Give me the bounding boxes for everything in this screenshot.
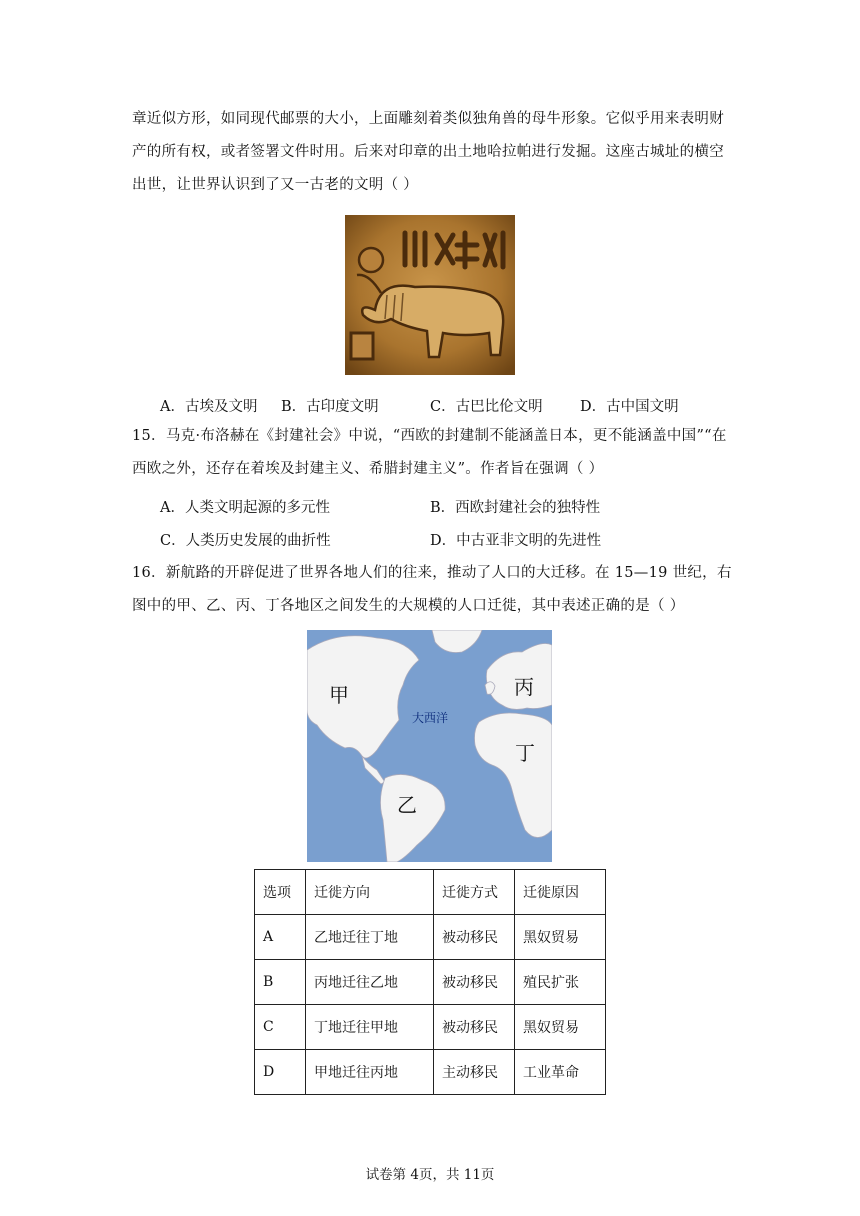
q16-stem bbox=[132, 557, 732, 623]
q15-stem bbox=[132, 420, 732, 486]
map-label-jia: 甲 bbox=[329, 683, 349, 707]
table-row bbox=[255, 1005, 606, 1050]
cell-reason: 黑奴贸易 bbox=[515, 1005, 606, 1050]
cell-reason: 黑奴贸易 bbox=[515, 915, 606, 960]
map-label-ding: 丁 bbox=[515, 741, 535, 765]
cell-option: B bbox=[255, 960, 306, 1005]
table-header-row bbox=[255, 870, 606, 915]
cell-method: 被动移民 bbox=[434, 915, 515, 960]
q14-option-b: B．古印度文明 bbox=[281, 399, 379, 415]
cell-direction: 丁地迁往甲地 bbox=[306, 1005, 434, 1050]
table-row bbox=[255, 1050, 606, 1095]
q14-option-d: D．古中国文明 bbox=[580, 399, 679, 415]
header-direction: 迁徙方向 bbox=[306, 870, 434, 915]
q15-line-1: 15．马克·布洛赫在《封建社会》中说，“西欧的封建制不能涵盖日本，更不能涵盖中国”“在 bbox=[132, 428, 727, 444]
cell-method: 主动移民 bbox=[434, 1050, 515, 1095]
q14-option-c: C．古巴比伦文明 bbox=[430, 399, 543, 415]
cell-method: 被动移民 bbox=[434, 1005, 515, 1050]
cell-direction: 甲地迁往丙地 bbox=[306, 1050, 434, 1095]
map-label-yi: 乙 bbox=[397, 793, 417, 817]
cell-reason: 工业革命 bbox=[515, 1050, 606, 1095]
migration-table bbox=[254, 869, 606, 1095]
q15-line-2: 西欧之外，还存在着埃及封建主义、希腊封建主义”。作者旨在强调（ ） bbox=[132, 461, 604, 477]
page-footer: 试卷第 4页，共 11页 bbox=[365, 1167, 495, 1183]
cell-option: C bbox=[255, 1005, 306, 1050]
harappan-seal-image bbox=[345, 215, 515, 375]
header-option: 选项 bbox=[255, 870, 306, 915]
cell-option: D bbox=[255, 1050, 306, 1095]
cell-option: A bbox=[255, 915, 306, 960]
cell-direction: 乙地迁往丁地 bbox=[306, 915, 434, 960]
cell-reason: 殖民扩张 bbox=[515, 960, 606, 1005]
map-label-ocean: 大西洋 bbox=[412, 711, 449, 725]
q16-line-2: 图中的甲、乙、丙、丁各地区之间发生的大规模的人口迁徙，其中表述正确的是（ ） bbox=[132, 598, 685, 614]
header-method: 迁徙方式 bbox=[434, 870, 515, 915]
q15-option-b: B．西欧封建社会的独特性 bbox=[430, 500, 601, 516]
atlantic-map bbox=[307, 630, 552, 862]
q14-stem bbox=[132, 103, 732, 202]
table-row bbox=[255, 915, 606, 960]
q15-option-c: C．人类历史发展的曲折性 bbox=[160, 533, 331, 549]
q14-line-3: 出世，让世界认识到了又一古老的文明（ ） bbox=[132, 177, 419, 193]
q16-line-1: 16．新航路的开辟促进了世界各地人们的往来，推动了人口的大迁移。在 15—19 世纪，右 bbox=[132, 565, 732, 581]
q14-line-1: 章近似方形，如同现代邮票的大小，上面雕刻着类似独角兽的母牛形象。它似乎用来表明财 bbox=[132, 111, 724, 127]
table-row bbox=[255, 960, 606, 1005]
cell-method: 被动移民 bbox=[434, 960, 515, 1005]
map-label-bing: 丙 bbox=[514, 675, 534, 699]
header-reason: 迁徙原因 bbox=[515, 870, 606, 915]
q15-option-d: D．中古亚非文明的先进性 bbox=[430, 533, 602, 549]
q15-option-a: A．人类文明起源的多元性 bbox=[160, 500, 330, 516]
q14-line-2: 产的所有权，或者签署文件时用。后来对印章的出土地哈拉帕进行发掘。这座古城址的横空 bbox=[132, 144, 724, 160]
q14-option-a: A．古埃及文明 bbox=[160, 399, 258, 415]
cell-direction: 丙地迁往乙地 bbox=[306, 960, 434, 1005]
